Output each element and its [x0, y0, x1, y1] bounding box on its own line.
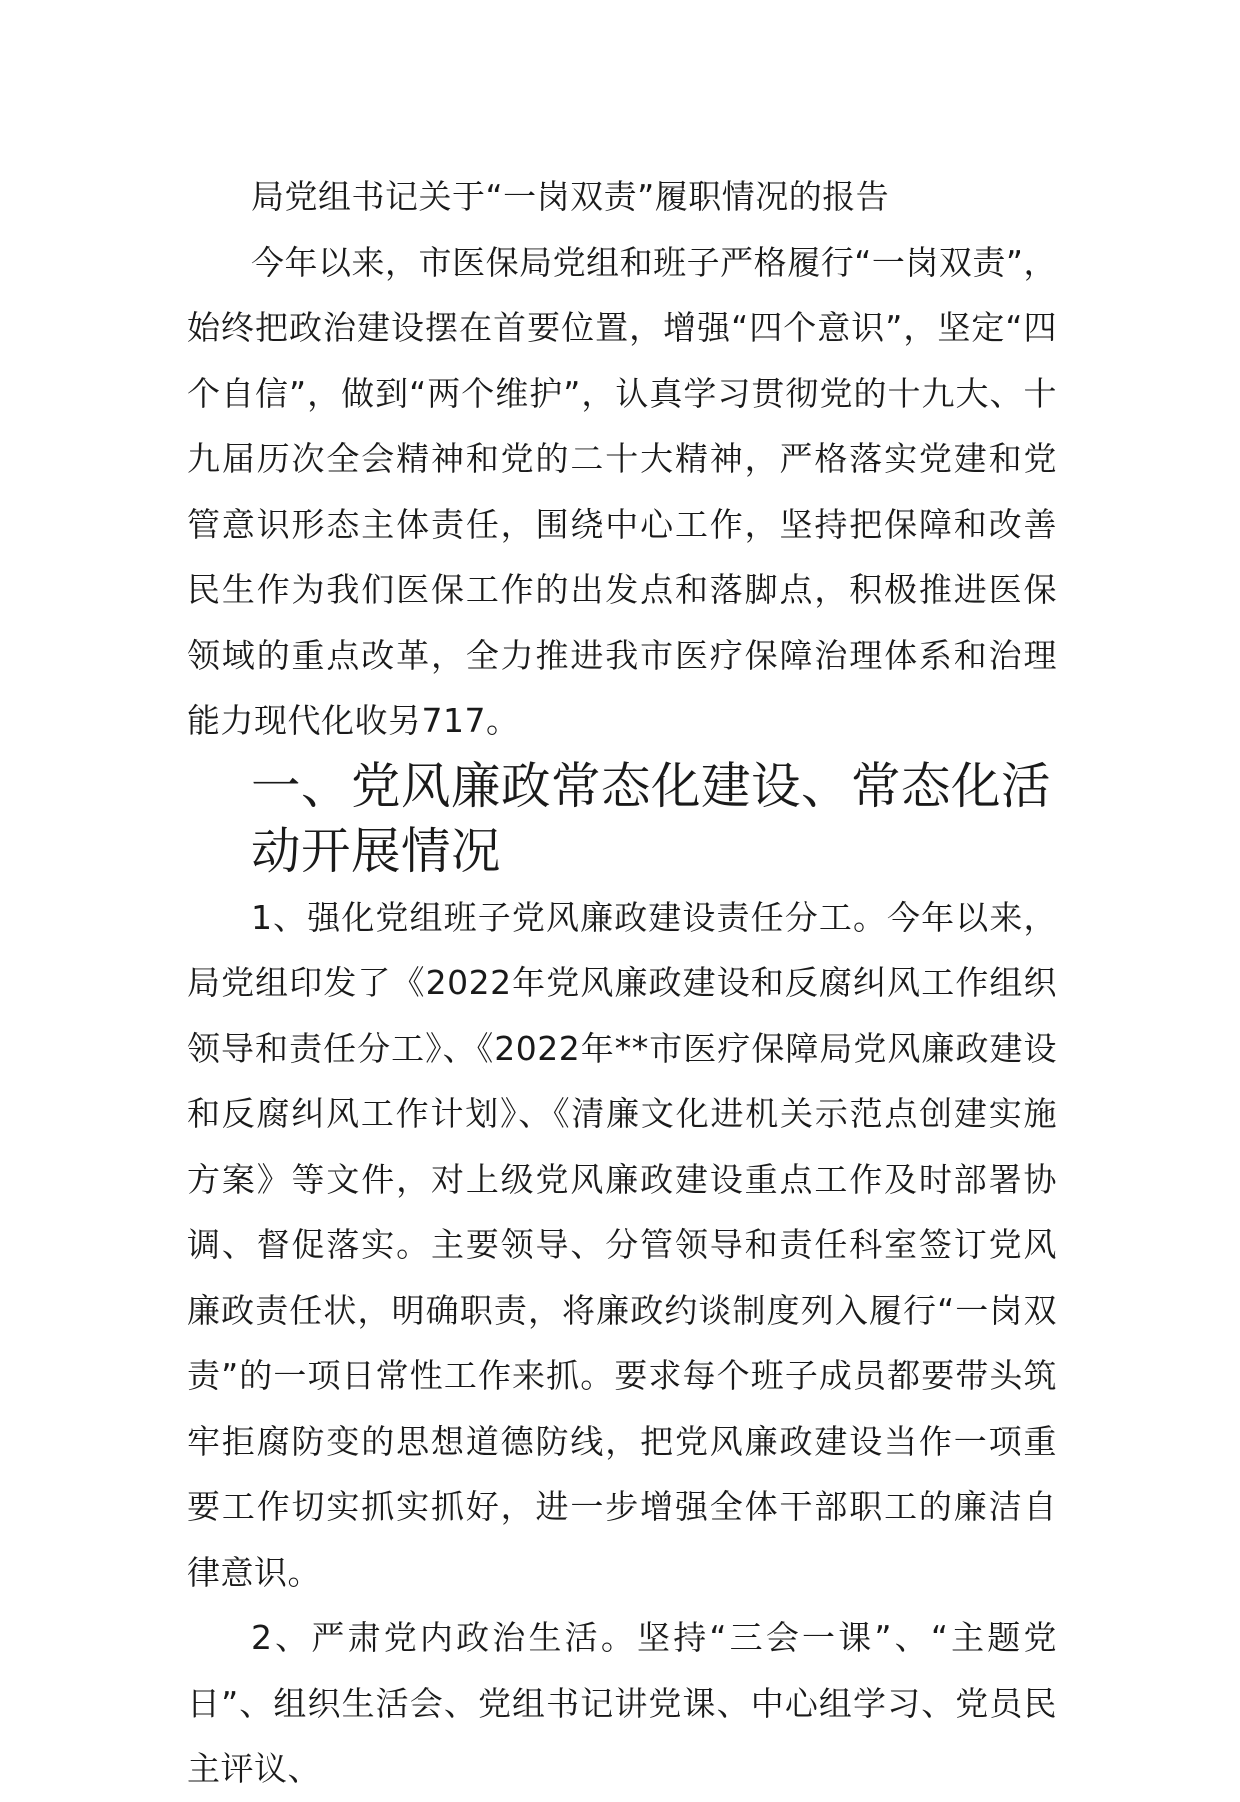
document-title: 局党组书记关于“一岗双责”履职情况的报告 — [251, 177, 890, 216]
intro-paragraph: 今年以来，市医保局党组和班子严格履行“一岗双责”，始终把政治建设摆在首要位置，增强“四个意识”，坚定“四个自信”，做到“两个维护”，认真学习贯彻党的十九大、十九届历次全会精神和党的二十大精神，严格落实党建和党管意识形态主体责任，围绕中心工作，坚持把保障和改善民生作为我们医保工作的出发点和落脚点，积极推进医保领域的重点改革，全力推进我市医疗保障治理体系和治理能力现代化收另717。 — [187, 242, 1057, 740]
paragraph-2: 2、严肃党内政治生活。坚持“三会一课”、“主题党日”、组织生活会、党组书记讲党课、中心组学习、党员民主评议、 — [187, 1618, 1057, 1788]
section-1-heading: 一、党风廉政常态化建设、常态化活动开展情况 — [251, 756, 1051, 880]
paragraph-1: 1、强化党组班子党风廉政建设责任分工。今年以来，局党组印发了《2022年党风廉政建设和反腐纠风工作组织领导和责任分工》、《2022年**市医疗保障局党风廉政建设和反腐纠风工作计划》、《清廉文化进机关示范点创建实施方案》等文件，对上级党风廉政建设重点工作及时部署协调、督促落实。主要领导、分管领导和责任科室签订党风廉政责任状，明确职责，将廉政约谈制度列入履行“一岗双责”的一项日常性工作来抓。要求每个班子成员都要带头筑牢拒腐防变的思想道德防线，把党风廉政建设当作一项重要工作切实抓实抓好，进一步增强全体干部职工的廉洁自律意识。 — [187, 897, 1057, 1592]
document-page — [187, 164, 1057, 1802]
